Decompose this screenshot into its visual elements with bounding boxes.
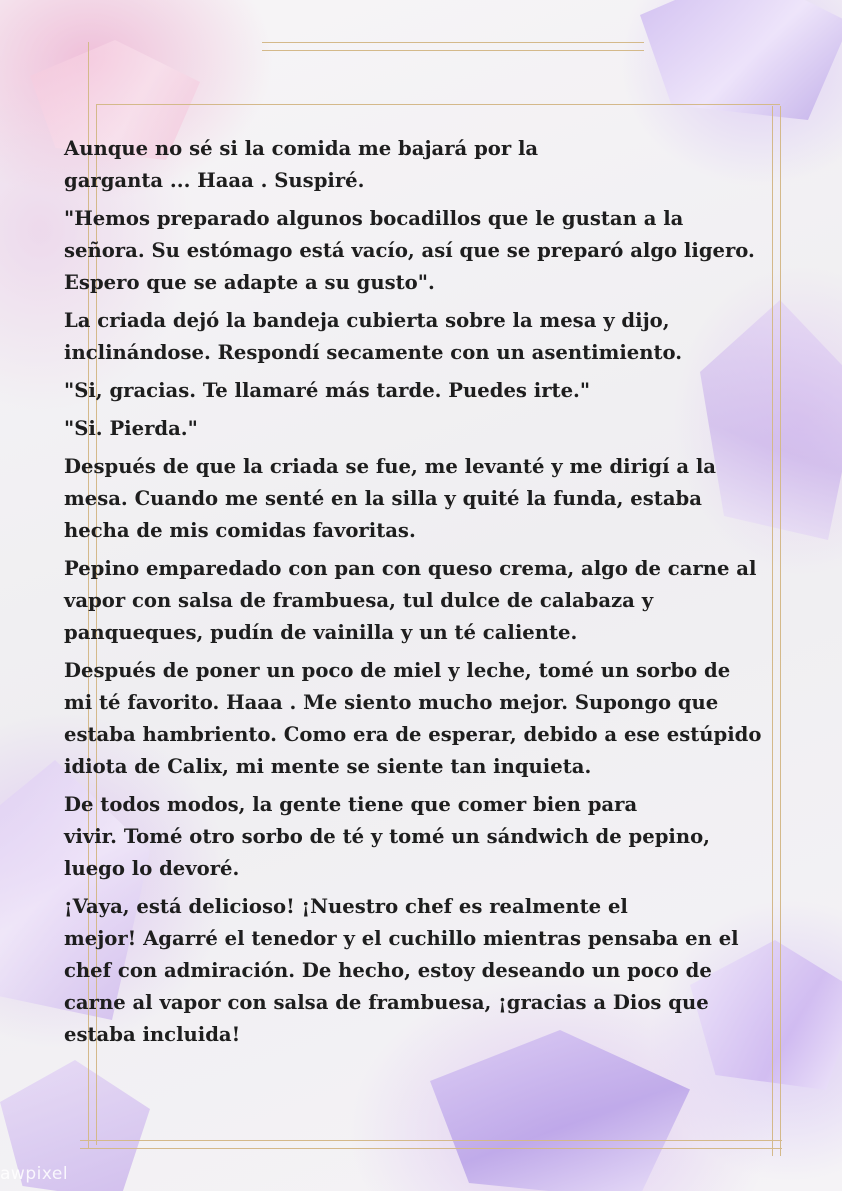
paragraph: La criada dejó la bandeja cubierta sobre la mesa y dijo, inclinándose. Respondí secamente con un asentimiento. bbox=[64, 309, 683, 364]
gold-frame-line bbox=[262, 50, 644, 51]
paragraph: "Hemos preparado algunos bocadillos que le gustan a la señora. Su estómago está vacío, así que se preparó algo ligero. Espero que se adapte a su gusto". bbox=[64, 207, 755, 294]
gold-frame-line bbox=[772, 106, 773, 1156]
gold-frame-line bbox=[80, 1148, 782, 1149]
paragraph: Aunque no sé si la comida me bajará por la garganta ... Haaa . Suspiré. bbox=[64, 137, 539, 192]
paragraph: Después de que la criada se fue, me levanté y me dirigí a la mesa. Cuando me senté en la silla y quité la funda, estaba hecha de mis comidas favoritas. bbox=[64, 455, 716, 542]
gold-frame-line bbox=[780, 106, 781, 1156]
watermark-text: awpixel bbox=[0, 1164, 69, 1184]
paragraph: ¡Vaya, está delicioso! ¡Nuestro chef es realmente el mejor! Agarré el tenedor y el cuchillo mientras pensaba en el chef con admiración. De hecho, estoy deseando un poco de carne al vapor con salsa de frambuesa, ¡gracias a Dios que estaba incluida! bbox=[64, 895, 739, 1046]
paragraph: "Si. Pierda." bbox=[64, 417, 198, 440]
gold-frame-line bbox=[80, 1140, 782, 1141]
paragraph: De todos modos, la gente tiene que comer bien para vivir. Tomé otro sorbo de té y tomé un sándwich de pepino, luego lo devoré. bbox=[64, 793, 710, 880]
gold-frame-line bbox=[96, 104, 780, 105]
paragraph: Pepino emparedado con pan con queso crema, algo de carne al vapor con salsa de frambuesa, tul dulce de calabaza y panqueques, pudín de vainilla y un té caliente. bbox=[64, 557, 757, 644]
gold-frame-line bbox=[262, 42, 644, 43]
paragraph: Después de poner un poco de miel y leche, tomé un sorbo de mi té favorito. Haaa . Me siento mucho mejor. Supongo que estaba hambriento. Como era de esperar, debido a ese estúpido idiota de Calix, mi mente se siente tan inquieta. bbox=[64, 659, 762, 778]
story-text bbox=[64, 133, 764, 1057]
paragraph: "Si, gracias. Te llamaré más tarde. Puedes irte." bbox=[64, 379, 591, 402]
crystal-decoration-top-right bbox=[640, 0, 842, 120]
